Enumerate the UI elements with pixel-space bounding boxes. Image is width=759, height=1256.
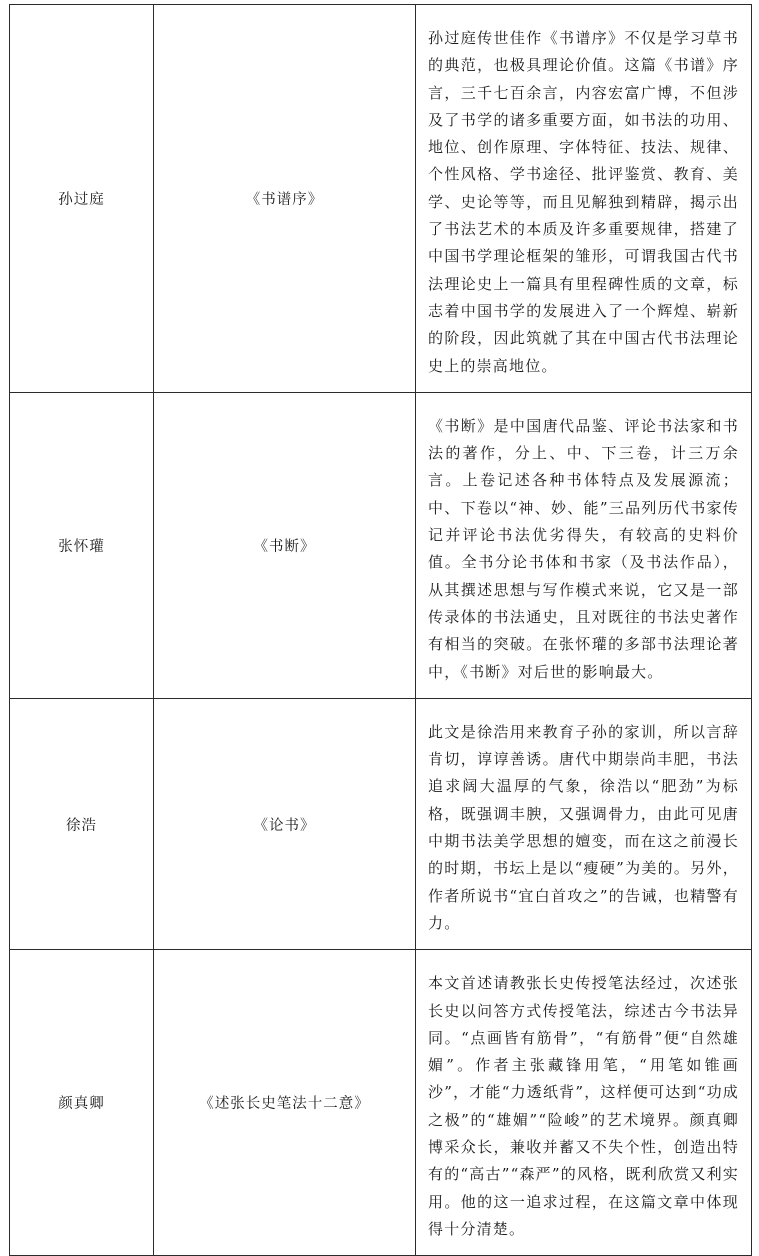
description-text: 孙过庭传世佳作《书谱序》不仅是学习草书的典范，也极具理论价值。这篇《书谱》序言，三千七百余言，内容宏富广博，不但涉及了书学的诸多重要方面，如书法的功用、地位、创作原理、字体特征、技法、规律、个性风格、学书途径、批评鉴赏、教育、美学、史论等等，而且见解独到精辟，揭示出了书法艺术的本质及许多重要规律，搭建了中国书学理论框架的雏形，可谓我国古代书法理论史上一篇具有里程碑性质的文章，标志着中国书学的发展进入了一个辉煌、崭新的阶段，因此筑就了其在中国古代书法理论史上的崇高地位。 xyxy=(428,29,739,375)
work-title-cell: 《论书》 xyxy=(154,698,416,949)
author-cell: 徐浩 xyxy=(10,698,154,949)
table-row xyxy=(10,698,752,949)
table-row xyxy=(10,950,752,1256)
description-text: 《书断》是中国唐代品鉴、评论书法家和书法的著作，分上、中、下三卷，计三万余言。上卷记述各种书体特点及发展源流；中、下卷以“神、妙、能”三品列历代书家传记并评论书法优劣得失，有较高的史料价值。全书分论书体和书家（及书法作品），从其撰述思想与写作模式来说，它又是一部传录体的书法通史，且对既往的书法史著作有相当的突破。在张怀瓘的多部书法理论著中，《书断》对后世的影响最大。 xyxy=(428,416,739,681)
work-title-cell: 《书谱序》 xyxy=(154,5,416,393)
description-cell xyxy=(416,5,752,393)
author-cell: 孙过庭 xyxy=(10,5,154,393)
table-row xyxy=(10,5,752,393)
description-cell xyxy=(416,392,752,698)
table-row xyxy=(10,392,752,698)
description-cell xyxy=(416,698,752,949)
description-text: 本文首述请教张长史传授笔法经过，次述张长史以问答方式传授笔法，综述古今书法异同。“点画皆有筋骨”，“有筋骨”便“自然雄媚”。作者主张藏锋用笔，“用笔如锥画沙”，才能“力透纸背”，这样便可达到“功成之极”的“雄媚”“险峻”的艺术境界。颜真卿博采众长，兼收并蓄又不失个性，创造出特有的“高古”“森严”的风格，既利欣赏又利实用。他的这一追求过程，在这篇文章中体现得十分清楚。 xyxy=(428,974,739,1238)
author-cell: 颜真卿 xyxy=(10,950,154,1256)
work-title-cell: 《述张长史笔法十二意》 xyxy=(154,950,416,1256)
calligraphy-works-table xyxy=(9,4,752,1256)
description-text: 此文是徐浩用来教育子孙的家训，所以言辞肯切，谆谆善诱。唐代中期崇尚丰肥，书法追求阔大温厚的气象，徐浩以“肥劲”为标格，既强调丰腴，又强调骨力，由此可见唐中期书法美学思想的嬗变，而在这之前漫长的时期，书坛上是以“瘦硬”为美的。另外，作者所说书“宜白首攻之”的告诫，也精警有力。 xyxy=(428,722,739,932)
work-title-cell: 《书断》 xyxy=(154,392,416,698)
author-cell: 张怀瓘 xyxy=(10,392,154,698)
description-cell xyxy=(416,950,752,1256)
